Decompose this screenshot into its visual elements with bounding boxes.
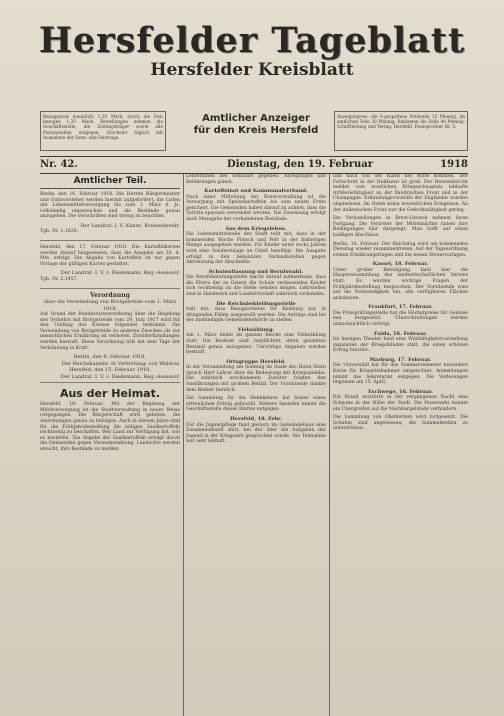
article-text: Die Sammlung für die Heimkehrer hat bisher einen erfreulichen Ertrag gebracht. Weitere Spenden nimmt die Geschäftsstelle dieses Blattes entgegen. [186,396,326,413]
newspaper-subtitle: Hersfelder Kreisblatt [150,60,354,80]
article-heading: Die Reichsbekleidungsstelle [216,300,296,307]
column-1 [40,174,180,716]
article-text: Die Verhandlungen in Brest-Litowsk nehmen ihren Fortgang. Die Vertreter der Mittelmächte haben ihre Bedingungen klar dargelegt. Man hofft auf einen baldigen Abschluss. [333,216,468,238]
column-3 [333,174,468,716]
article-text: Ein Brand zerstörte in der vergangenen Nacht eine Scheune in der Nähe der Stadt. Die Feuerwehr konnte ein Übergreifen auf die Nachbargebäude verhindern. [333,395,468,412]
article-text: Die Preisprüfungsstelle hat die Höchstpreise für Gemüse neu festgesetzt. Überschreitungen werden unnachsichtlich verfolgt. [333,310,468,328]
home-section-heading: Aus der Heimat. [59,387,161,401]
article-text: Berlin, 18. Februar. Der Reichstag wird am kommenden Dienstag wieder zusammentreten. Auf der Tagesordnung stehen Ernährungsfragen und die neuen Steuervorlagen. [333,241,468,258]
official-label [186,113,326,137]
newspaper-title: Hersfelder Tageblatt [38,20,466,61]
article-text: und nach von der Kunst der Ärzte kommen. Der Fortschritt in der Heilkunst ist groß. Der Heeresbericht meldet vom westlichen Kriegsschauplatz lebhafte Artillerietätigkeit an der flandrischen Front und in der Champagne. Erkundungsvorstöße der Engländer wurden abgewiesen. Im Osten keine wesentlichen Ereignisse. An der italienischen Front war die Gefechtstätigkeit gering. [333,174,468,213]
article-text: In der Versammlung am Sonntag im Saale des Hotel Stern sprach Herr Lehrer über die Bedeutung der Kriegsanleihe. Die zahlreich erschienenen Zuhörer folgten den Ausführungen mit großem Beifall. Der Vorsitzende dankte dem Redner herzlich. [186,365,326,393]
article-heading: Fulda, 16. Februar. [373,330,428,337]
official-notice [40,245,180,288]
info-band [40,111,468,155]
article-heading: Schulentlassung und Berufswahl. [208,268,304,275]
article-intro: Lehrerinnen des Seminars gegeben. Anregungen und Belehrungen gaben. [186,174,326,185]
article-heading: Aus dem Kriegsleben. [225,225,287,232]
article-text: Am 1. März findet im ganzen Reiche eine Viehzählung statt. Die Besitzer sind verpflichtet, ihren gesamten Bestand genau anzugeben. Unrichtige Angaben werden bestraft. [186,333,326,356]
article-heading: Eschwege, 16. Februar. [368,388,433,395]
ad-price-box: Anzeigenpreis: die 6-gespaltene Petitzeile 15 Pfennig, im amtlichen Teile 20 Pfennig, Reklamen die Zeile 40 Pfennig. Schriftleitung und Verlag: Hersfeld. Fernsprecher Nr. 5. [334,111,468,151]
article-text: Unter großer Beteiligung fand hier die Hauptversammlung des landwirtschaftlichen Vereins statt. Es wurden wichtige Fragen der Frühjahrsbestellung besprochen. Der Vorsitzende wies auf die Notwendigkeit hin, alle verfügbaren Flächen anzubauen. [333,267,468,301]
masthead [10,22,494,92]
home-section-text: Hersfeld, 18. Februar. Mit der Regelung der Milchversorgung ist die Stadtverwaltung in neuer Weise vorgegangen. Die Bürgerschaft wird gebeten, die Anordnungen genau zu befolgen. Auch in diesem Jahre sind für die Frühjahrsbestellung die nötigen Saatkartoffeln rechtzeitig zu beschaffen. Wer Land zur Verfügung hat, soll es bestellen. Die Abgabe der Saatkartoffeln erfolgt durch die Gemeinden gegen Vorausbezahlung. Landwirte werden ersucht, ihre Bestände zu melden. [40,402,180,452]
column-separator [329,174,330,716]
ordinance-place-2: Hersfeld, den 15. Februar 1918. [69,367,151,374]
notice-text: Berlin, den 16. Februar 1918. Die Herren Bürgermeister und Gutsvorsteher werden hiermit aufgefordert, die Listen der Lebensmittelversorgung bis zum 1. März d. Js. vollständig einzureichen und die Bestände genau anzugeben. Die Vorschriften sind streng zu beachten. [40,192,180,220]
article-heading: Ortsgruppe Hersfeld. [226,358,286,365]
article-text: teilt mit, dass Bezugsscheine für Kleidung nur in dringenden Fällen ausgestellt werden. Die Anträge sind bei der zuständigen Gemeindebehörde zu stellen. [186,307,326,324]
article-text: Die Lebensmittelstelle der Stadt teilt mit, dass in der kommenden Woche Fleisch und Fett in der bisherigen Menge ausgegeben werden. Für Kinder unter sechs Jahren wird eine Sonderzulage an Grieß bewilligt. Die Ausgabe erfolgt in den bekannten Verkaufsstellen gegen Abtrennung der Abschnitte. [186,232,326,266]
notice-ref: Tgb. Nr. 1.1820. [40,229,79,235]
article-heading: Marburg, 17. Februar. [369,356,432,363]
article-heading: Hersfeld, 18. Febr. [230,416,282,422]
official-label-line1: Amtlicher Anzeiger [202,113,310,124]
column-separator [183,174,184,716]
section-heading: Amtlicher Teil. [40,176,180,189]
column-2 [186,174,326,716]
official-notice [40,192,180,241]
article-text: Für die Jugendpflege fand gestern im Gemeindehaus eine Zusammenkunft statt, bei der über die Aufgaben der Jugend in der Kriegszeit gesprochen wurde. Die Teilnahme war sehr lebhaft. [186,422,326,445]
issue-year: 1918 [440,159,468,170]
ordinance-subheading: über die Verwendung von Brotgetreide vom 1. März 1918. [43,299,177,312]
article-heading: Kassel, 18. Februar. [372,261,429,268]
article-text: Die Sammlung von Obstkernen wird fortgesetzt. Die Schulen sind angewiesen, die Sammelstellen zu unterstützen. [333,415,468,432]
article-text: Nach einer Mitteilung der Kreisverwaltung ist die Versorgung mit Speisekartoffeln bis zum neuen Ernte gesichert. Die Gemeinden haben darauf zu achten, dass die Vorräte sparsam verwendet werden. Die Zuweisung erfolgt nach Massgabe der vorhandenen Bestände. [186,194,326,223]
article-heading: Viehzählung. [237,326,275,333]
dateline [40,158,468,172]
ordinance-heading: Verordnung [90,291,130,299]
article-text: Im hiesigen Theater fand eine Wohltätigkeitsvorstellung zugunsten der Kriegsblinden statt, die einen schönen Ertrag brachte. [333,337,468,354]
issue-date: Dienstag, den 19. Februar [227,159,373,170]
subscription-box: Bezugspreis monatlich 1,20 Mark, durch die Post bezogen 1,35 Mark. Bestellungen nehmen die Geschäftsstelle, die Zeitungsträger sowie alle Postanstalten entgegen. Erscheint täglich mit Ausnahme der Sonn- und Feiertage. [40,111,166,151]
ordinance-signature-2: Der Landrat. I. V. v. Diedemann, Reg.-Assessor. [40,374,180,384]
ordinance-text: Auf Grund der Bundesratsverordnung über die Regelung des Verkehrs mit Brotgetreide vom 29. Juni 1917 wird für den Umfang des Kreises folgendes bestimmt: Die Verwendung von Brotgetreide zu anderen Zwecken als zur menschlichen Ernährung ist verboten. Zuwiderhandlungen werden bestraft. Diese Verordnung tritt mit dem Tage der Verkündung in Kraft. [40,312,180,351]
article-text: Die Berufsberatungsstelle macht darauf aufmerksam, dass die Eltern der zu Ostern die Schule verlassenden Kinder sich rechtzeitig an die Stelle wenden mögen. Lehrstellen sind in Handwerk und Landwirtschaft zahlreich vorhanden. [186,275,326,297]
notice-ref: Tgb. Nr. 2.1457. [40,276,79,282]
notice-signature: Der Landrat. I. V. v. Diedemann, Reg.-Assessor. [60,270,180,277]
article-heading: Frankfurt, 17. Februar. [368,304,433,311]
notice-text: Hersfeld, den 17. Februar 1918. Die Kartoffelkarten werden darauf hingewiesen, dass die Ausgabe am 20. d. Mts. erfolgt. Die Abgabe von Kartoffeln ist nur gegen Vorlage der gültigen Karten gestattet. [40,245,180,267]
official-label-line2: für den Kreis Hersfeld [193,125,319,136]
ordinance-signature: Der Reichskanzler. In Vertretung: von Waldow. [61,360,180,367]
top-rule [40,156,468,157]
article-heading: Kartoffelnot und Kommunalverband. [204,188,308,195]
notice-signature: Der Landrat. I. V. Kunze, Kreissekretär. [80,222,180,229]
article-text: Die Universität hat für das Sommersemester besondere Kurse für Kriegsteilnehmer eingerichtet. Anmeldungen nimmt das Sekretariat entgegen. Die Vorlesungen beginnen am 15. April. [333,363,468,386]
issue-number: Nr. 42. [40,159,78,170]
ordinance-place: Berlin, den 9. Februar 1918. [73,354,147,361]
